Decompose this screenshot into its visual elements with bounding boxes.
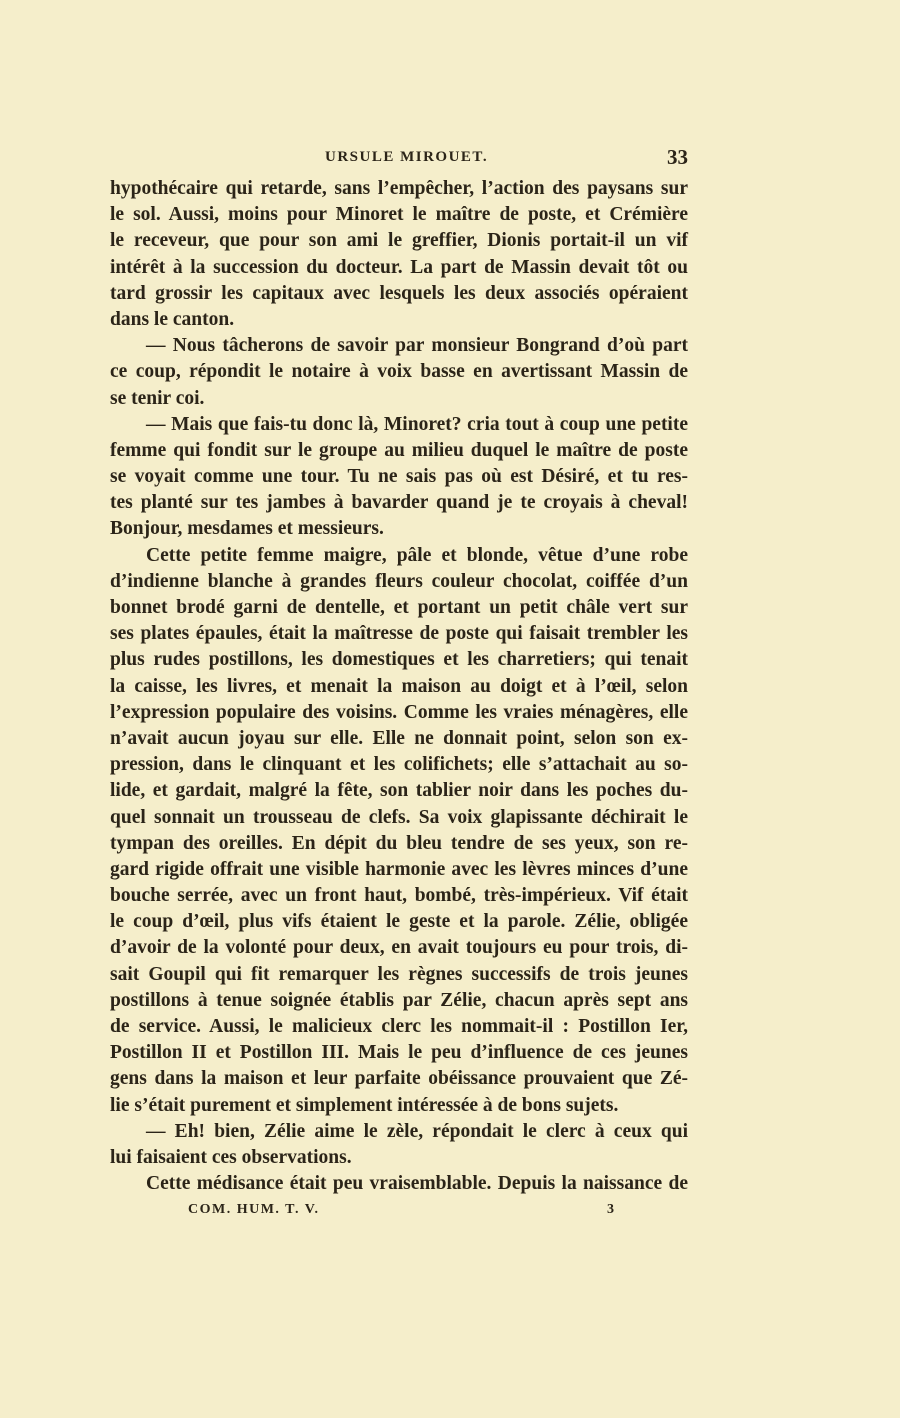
running-title: URSULE MIROUET. (325, 149, 489, 165)
text-line: dans le canton. (110, 308, 235, 330)
text-line: intérêt à la succession du docteur. La part de Massin devait tôt ou (110, 256, 688, 278)
text-line: le coup d’œil, plus vifs étaient le geste et la parole. Zélie, obligée (110, 911, 688, 933)
sheet-number: 3 (607, 1202, 616, 1217)
text-line: bouche serrée, avec un front haut, bombé, très-impérieux. Vif était (110, 885, 688, 907)
text-line: — Eh! bien, Zélie aime le zèle, répondait le clerc à ceux qui (146, 1120, 688, 1142)
text-line: d’indienne blanche à grandes fleurs couleur chocolat, coiffée d’un (110, 570, 688, 592)
text-line: — Nous tâcherons de savoir par monsieur Bongrand d’où part (146, 335, 688, 357)
text-line: tympan des oreilles. En dépit du bleu tendre de ses yeux, son re- (110, 832, 688, 854)
text-line: femme qui fondit sur le groupe au milieu duquel le maître de poste (110, 439, 688, 461)
text-line: Postillon II et Postillon III. Mais le peu d’influence de ces jeunes (110, 1042, 688, 1064)
text-line: tard grossir les capitaux avec lesquels les deux associés opéraient (110, 282, 688, 304)
body-text (110, 176, 688, 1197)
text-line: n’avait aucun joyau sur elle. Elle ne donnait point, selon son ex- (110, 727, 688, 749)
signature-mark: COM. HUM. T. V. (188, 1202, 320, 1217)
text-line: — Mais que fais-tu donc là, Minoret? cria tout à coup une petite (146, 413, 688, 435)
text-line: pression, dans le clinquant et les colifichets; elle s’attachait au so- (110, 754, 688, 776)
running-head (110, 144, 688, 170)
text-line: ses plates épaules, était la maîtresse de poste qui faisait trembler les (110, 623, 688, 645)
text-line: Bonjour, mesdames et messieurs. (110, 518, 384, 540)
text-line: se tenir coi. (110, 387, 205, 409)
text-line: lui faisaient ces observations. (110, 1146, 352, 1168)
text-line: hypothécaire qui retarde, sans l’empêcher, l’action des paysans sur (110, 178, 688, 199)
text-line: bonnet brodé garni de dentelle, et portant un petit châle vert sur (110, 597, 688, 618)
text-line: le receveur, que pour son ami le greffier, Dionis portait-il un vif (110, 230, 688, 252)
text-line: sait Goupil qui fit remarquer les règnes successifs de trois jeunes (110, 963, 688, 985)
text-line: gens dans la maison et leur parfaite obéissance prouvaient que Zé- (110, 1068, 688, 1090)
text-line: tes planté sur tes jambes à bavarder quand je te croyais à cheval! (110, 492, 688, 514)
text-line: postillons à tenue soignée établis par Zélie, chacun après sept ans (110, 989, 688, 1011)
text-line: lie s’était purement et simplement intéressée à de bons sujets. (110, 1094, 619, 1116)
text-line: quel sonnait un trousseau de clefs. Sa voix glapissante déchirait le (110, 806, 688, 828)
text-line: plus rudes postillons, les domestiques et les charretiers; qui tenait (110, 649, 688, 671)
text-line: d’avoir de la volonté pour deux, en avait toujours eu pour trois, di- (110, 937, 688, 959)
text-line: se voyait comme une tour. Tu ne sais pas où est Désiré, et tu res- (110, 466, 688, 488)
page-number: 33 (667, 145, 688, 169)
text-line: de service. Aussi, le malicieux clerc les nommait-il : Postillon Ier, (110, 1016, 688, 1037)
page-footer (110, 1201, 688, 1219)
text-line: Cette médisance était peu vraisemblable. Depuis la naissance de (146, 1173, 688, 1195)
text-line: lide, et gardait, malgré la fête, son tablier noir dans les poches du- (110, 780, 688, 802)
text-line: le sol. Aussi, moins pour Minoret le maître de poste, et Crémière (110, 204, 688, 226)
text-line: Cette petite femme maigre, pâle et blonde, vêtue d’une robe (146, 544, 688, 566)
text-line: la caisse, les livres, et menait la maison au doigt et à l’œil, selon (110, 675, 688, 697)
text-line: gard rigide offrait une visible harmonie avec les lèvres minces d’une (110, 858, 688, 880)
text-line: l’expression populaire des voisins. Comme les vraies ménagères, elle (110, 701, 688, 723)
text-line: ce coup, répondit le notaire à voix basse en avertissant Massin de (110, 361, 688, 383)
